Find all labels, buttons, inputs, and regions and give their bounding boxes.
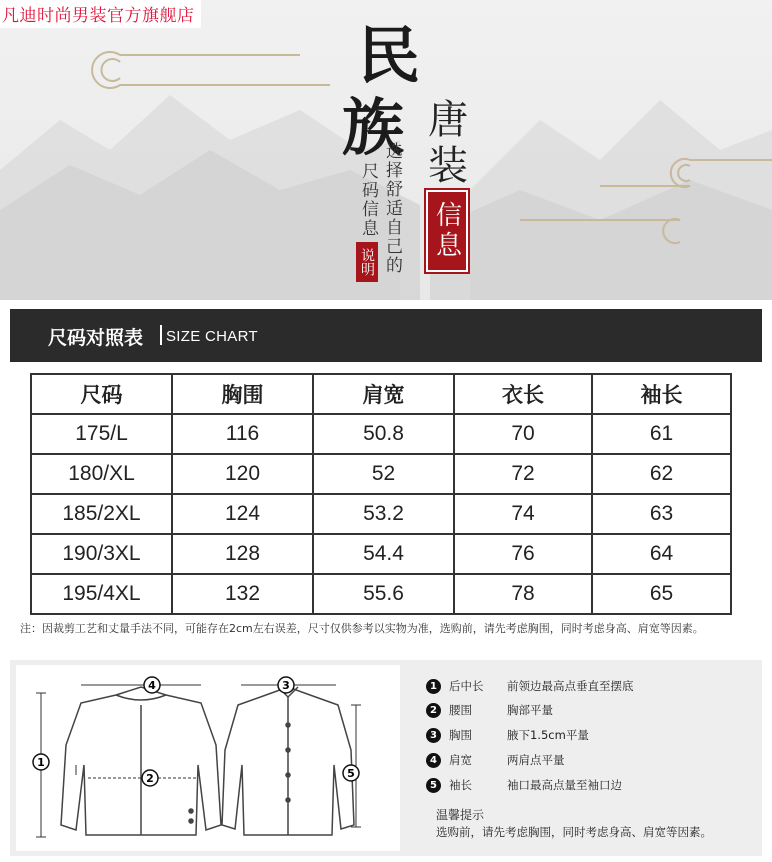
- legend-name: 胸围: [449, 728, 472, 742]
- table-cell: 62: [592, 454, 731, 494]
- table-cell: 132: [172, 574, 313, 614]
- header-banner: [0, 0, 772, 300]
- legend-item: [426, 775, 622, 795]
- size-table: [30, 373, 732, 615]
- table-header-row: [31, 374, 731, 414]
- jacket-back-icon: [61, 687, 221, 835]
- banner-vertical-text-2: 选择舒适自己的: [382, 142, 402, 275]
- table-cell: 195/4XL: [31, 574, 172, 614]
- marker-label: 2: [146, 772, 154, 785]
- legend-number: 1: [426, 679, 441, 694]
- legend-number: 5: [426, 778, 441, 793]
- table-cell: 54.4: [313, 534, 454, 574]
- table-header-cell: 袖长: [592, 374, 731, 414]
- section-header: [10, 309, 762, 362]
- legend-item: [426, 676, 634, 696]
- table-header-cell: 肩宽: [313, 374, 454, 414]
- table-cell: 190/3XL: [31, 534, 172, 574]
- seal-big-text: 信息: [431, 201, 462, 261]
- marker-label: 1: [37, 756, 45, 769]
- table-cell: 78: [454, 574, 592, 614]
- legend-desc: 胸部平量: [507, 703, 553, 717]
- jacket-diagram: [16, 665, 400, 851]
- legend-desc: 前领边最高点垂直至摆底: [507, 679, 634, 693]
- banner-char-zu: 族: [342, 91, 405, 164]
- table-cell: 128: [172, 534, 313, 574]
- legend-desc: 腋下1.5cm平量: [507, 728, 589, 742]
- table-cell: 50.8: [313, 414, 454, 454]
- table-cell: 120: [172, 454, 313, 494]
- table-cell: 124: [172, 494, 313, 534]
- seal-big: [426, 190, 468, 272]
- legend-item: [426, 700, 553, 720]
- seal-small: 说明: [356, 242, 378, 282]
- table-cell: 72: [454, 454, 592, 494]
- section-title-en: SIZE CHART: [166, 328, 258, 345]
- table-header-cell: 胸围: [172, 374, 313, 414]
- table-cell: 64: [592, 534, 731, 574]
- table-row: [31, 534, 731, 574]
- table-cell: 175/L: [31, 414, 172, 454]
- table-cell: 116: [172, 414, 313, 454]
- section-title-cn: 尺码对照表: [48, 327, 144, 349]
- table-cell: 180/XL: [31, 454, 172, 494]
- legend-name: 后中长: [449, 679, 484, 693]
- banner-char-tang: 唐: [428, 97, 468, 143]
- tip-body: 选购前，请先考虑胸围，同时考虑身高、肩宽等因素。: [436, 825, 712, 839]
- legend-desc: 袖口最高点量至袖口边: [507, 778, 622, 792]
- measure-lines-back: [36, 685, 201, 837]
- legend-number: 3: [426, 728, 441, 743]
- legend-name: 袖长: [449, 778, 472, 792]
- table-row: [31, 494, 731, 534]
- banner-char-min: 民: [358, 19, 421, 92]
- marker-label: 4: [148, 679, 156, 692]
- banner-vertical-text-1: 尺码信息: [358, 162, 378, 238]
- diagram-markers: [33, 677, 359, 786]
- legend-desc: 两肩点平量: [507, 753, 565, 767]
- table-cell: 52: [313, 454, 454, 494]
- legend-name: 肩宽: [449, 753, 472, 767]
- table-cell: 53.2: [313, 494, 454, 534]
- table-cell: 76: [454, 534, 592, 574]
- section-divider: [160, 325, 162, 345]
- table-cell: 63: [592, 494, 731, 534]
- legend-item: [426, 750, 565, 770]
- table-cell: 55.6: [313, 574, 454, 614]
- table-cell: 61: [592, 414, 731, 454]
- size-note: 注：因裁剪工艺和丈量手法不同，可能存在2cm左右误差，尺寸仅供参考以实物为准，选购前，请先考虑胸围，同时考虑身高、肩宽等因素。: [20, 622, 704, 635]
- table-cell: 65: [592, 574, 731, 614]
- marker-label: 5: [347, 767, 355, 780]
- table-cell: 70: [454, 414, 592, 454]
- table-row: [31, 574, 731, 614]
- banner-char-zhuang: 装: [428, 143, 468, 189]
- marker-label: 3: [282, 679, 290, 692]
- table-row: [31, 454, 731, 494]
- legend-name: 腰围: [449, 703, 472, 717]
- legend-item: [426, 725, 589, 745]
- measure-lines-front: [241, 685, 361, 827]
- jacket-diagram-area: [16, 665, 400, 851]
- jacket-front-icon: [222, 687, 354, 835]
- legend-number: 2: [426, 703, 441, 718]
- table-row: [31, 414, 731, 454]
- table-header-cell: 衣长: [454, 374, 592, 414]
- table-cell: 74: [454, 494, 592, 534]
- table-header-cell: 尺码: [31, 374, 172, 414]
- shop-name: 凡迪时尚男装官方旗舰店: [0, 0, 201, 28]
- legend-number: 4: [426, 753, 441, 768]
- tip-title: 温馨提示: [436, 808, 485, 822]
- table-cell: 185/2XL: [31, 494, 172, 534]
